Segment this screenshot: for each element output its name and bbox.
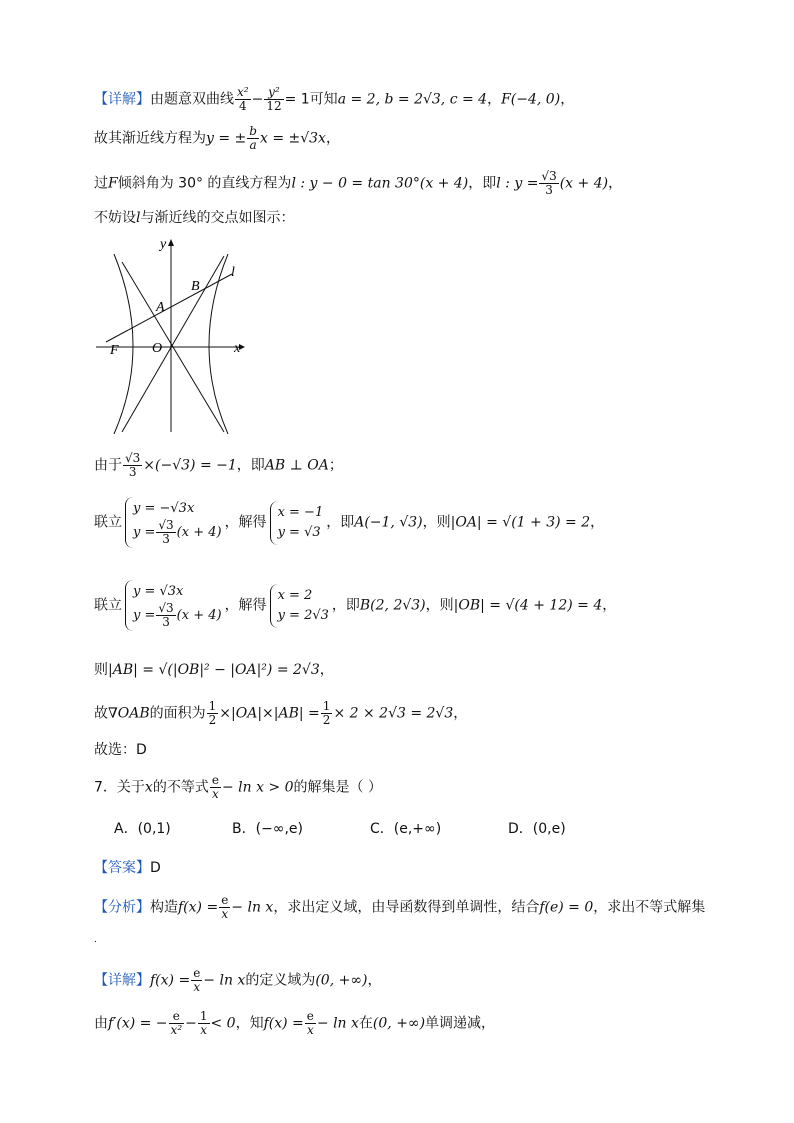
label-y: y bbox=[160, 237, 167, 252]
option-a[interactable]: A．(0,1) bbox=[114, 821, 171, 837]
choice-line: 故选：D bbox=[94, 742, 147, 758]
y-axis-arrow bbox=[168, 239, 174, 246]
line-l bbox=[106, 274, 232, 342]
label-F: F bbox=[110, 343, 119, 358]
analysis-line: 【分析】构造f(x) = $\frac{e}{x}$ − ln x，求出定义域，由导函数得到单调性，结合f(e) = 0，求出不等式解集 bbox=[94, 893, 706, 921]
solve-system-1: 联立 y = −√3x y = $\frac{√3}{3}$ (x + 4) ，解得 x = −1 y = √3 ，即A(−1, √3)，则|OA| = √(1 + 3) = 2， bbox=[94, 497, 604, 548]
ab-length-line: 则|AB| = √(|OB|² − |OA|²) = 2√3， bbox=[94, 662, 334, 678]
label-A: A bbox=[156, 300, 165, 315]
detail-tag: 【详解】 bbox=[94, 972, 150, 989]
fraction: $\frac{1}{2}$ bbox=[322, 699, 331, 727]
line-l-equation: 过F倾斜角为 30° 的直线方程为l : y − 0 = tan 30°(x + 4)，即l : y = $\frac{√3}{3}$ (x + 4)， bbox=[94, 169, 623, 197]
fraction: $\frac{1}{2}$ bbox=[208, 699, 217, 727]
detail-domain-line: 【详解】f(x) = $\frac{e}{x}$ − ln x的定义域为(0, +∞)， bbox=[94, 966, 382, 994]
perpendicular-line: 由于 $\frac{√3}{3}$ ×(−√3) = −1，即AB ⊥ OA； bbox=[94, 451, 343, 479]
fraction: $\frac{e}{x}$ bbox=[221, 893, 229, 921]
detail-tag: 【详解】 bbox=[94, 91, 150, 108]
fraction: $\frac{b}{a}$ bbox=[249, 124, 257, 152]
analysis-tag: 【分析】 bbox=[94, 899, 150, 916]
equation-system: y = −√3x y = $\frac{√3}{3}$ (x + 4) bbox=[125, 497, 222, 548]
label-O: O bbox=[152, 341, 163, 356]
label-l: l bbox=[231, 265, 235, 280]
hyperbola-figure bbox=[94, 234, 264, 434]
question-7: 7．关于x的不等式 $\frac{e}{x}$ − ln x > 0的解集是（ ） bbox=[94, 773, 382, 801]
fraction: $\frac{√3}{3}$ bbox=[541, 169, 557, 197]
fraction: $\frac{e}{x}$ bbox=[193, 966, 201, 994]
equation-system: y = √3x y = $\frac{√3}{3}$ (x + 4) bbox=[125, 580, 222, 631]
answer-value: D bbox=[150, 860, 161, 876]
label-B: B bbox=[191, 279, 200, 294]
derivative-line: 由f′(x) = − $\frac{e}{\text{x²}}$ − $\frac{1}{x}$ < 0，知f(x) = $\frac{e}{x}$ − ln x在(0, +∞)单调递减， bbox=[94, 1009, 496, 1037]
detail-line-hyperbola: 【详解】由题意双曲线 $\frac{\text{x²}}{4}$ − $\frac{\text{y²}}{12}$ = 1可知a = 2, b = 2√3, c = 4，F(−4, 0)， bbox=[94, 85, 575, 113]
solution-system: x = 2 y = 2√3 bbox=[270, 584, 329, 628]
option-c[interactable]: C．(e,+∞) bbox=[370, 821, 442, 837]
solve-system-2: 联立 y = √3x y = $\frac{√3}{3}$ (x + 4) ，解得 x = 2 y = 2√3 ，即B(2, 2√3)，则|OB| = √(4 + 12) = 4， bbox=[94, 580, 616, 631]
answer-line bbox=[94, 858, 161, 878]
analysis-dot: . bbox=[94, 935, 97, 945]
fraction: $\frac{\text{y²}}{12}$ bbox=[266, 85, 282, 113]
assume-line: 不妨设l与渐近线的交点如图示： bbox=[94, 210, 295, 226]
answer-tag: 【答案】 bbox=[94, 860, 150, 876]
asymptote-line: 故其渐近线方程为y = ± $\frac{b}{a}$ x = ±√3x， bbox=[94, 124, 340, 152]
option-b[interactable]: B．(−∞,e) bbox=[232, 821, 303, 837]
area-line: 故∇OAB的面积为 $\frac{1}{2}$ ×|OA|×|AB| = $\frac{1}{2}$ × 2 × 2√3 = 2√3， bbox=[94, 699, 468, 727]
solution-system: x = −1 y = √3 bbox=[270, 501, 324, 545]
fraction: $\frac{\text{x²}}{4}$ bbox=[237, 85, 249, 113]
fraction: $\frac{e}{x}$ bbox=[211, 773, 219, 801]
option-d[interactable]: D．(0,e) bbox=[508, 821, 566, 837]
fraction: $\frac{√3}{3}$ bbox=[125, 451, 141, 479]
label-x: x bbox=[234, 341, 241, 356]
